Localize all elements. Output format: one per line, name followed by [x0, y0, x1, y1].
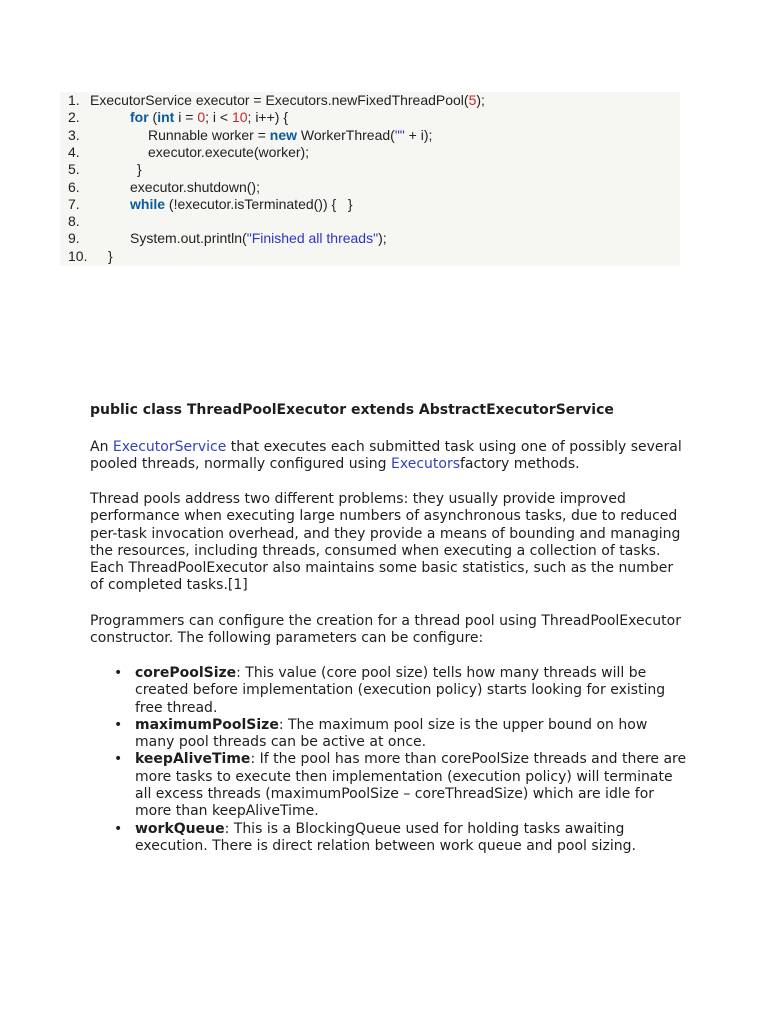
code-token: );: [378, 230, 387, 247]
code-token: ExecutorService executor = Executors.newFixedThreadPool(: [90, 92, 469, 108]
code-token: ; i++) {: [247, 109, 289, 126]
code-line: [60, 161, 680, 178]
parameter-name: corePoolSize: [135, 665, 237, 681]
code-keyword: for: [130, 109, 149, 126]
code-token: Runnable worker =: [148, 126, 270, 143]
configure-text: Programmers can configure the creation for a thread pool using ThreadPoolExecutor constructor. The following parameters can be configure:: [90, 613, 681, 647]
line-number: 9.: [68, 230, 80, 247]
code-keyword: while: [130, 195, 166, 212]
parameter-description: : The maximum pool size is the upper bound on how many pool threads can be active at once.: [135, 716, 648, 751]
code-keyword: new: [269, 126, 298, 143]
code-token: }: [108, 247, 113, 264]
code-number: 10: [231, 109, 248, 126]
code-text: [137, 161, 142, 178]
line-number: 10.: [68, 247, 88, 264]
configure-paragraph: [90, 613, 690, 648]
code-token: System.out.println(: [130, 230, 247, 247]
executorservice-link[interactable]: ExecutorService: [112, 439, 227, 455]
code-token: i =: [174, 109, 198, 126]
code-line: [60, 109, 680, 126]
code-line: [60, 230, 680, 247]
line-number: 3.: [68, 126, 80, 143]
code-line: [60, 213, 680, 230]
line-number: 4.: [68, 143, 80, 160]
intro-text-1: An: [90, 439, 113, 455]
line-number: 8.: [68, 213, 80, 230]
intro-text-3: factory methods.: [460, 456, 580, 473]
line-number: 2.: [68, 109, 80, 126]
code-text: [130, 230, 387, 247]
parameter-name: maximumPoolSize: [135, 716, 279, 733]
parameter-item: [90, 665, 690, 717]
code-token: );: [476, 92, 485, 108]
code-token: WorkerThread(: [297, 126, 395, 143]
code-text: [130, 109, 288, 126]
code-line: [60, 127, 680, 144]
code-string: "": [394, 126, 405, 143]
code-text: [130, 196, 353, 213]
code-text: [108, 248, 113, 265]
intro-paragraph: [90, 439, 690, 474]
thread-pools-paragraph: [90, 491, 690, 595]
code-block: [60, 92, 680, 266]
bullet-icon: •: [114, 751, 123, 768]
code-number: 5: [468, 92, 477, 108]
code-token: executor.shutdown();: [130, 178, 260, 195]
parameter-description: : This is a BlockingQueue used for holding tasks awaiting execution. There is direct relation between work queue and pool sizing.: [135, 820, 636, 854]
parameter-list: [90, 665, 690, 855]
code-text: [90, 92, 485, 109]
intro-text-2: that executes each submitted task using one of possibly several pooled threads, normally configured using: [90, 439, 682, 473]
line-number: 1.: [68, 92, 80, 108]
code-text: [148, 127, 432, 144]
class-heading: [90, 402, 690, 419]
code-text: [148, 144, 309, 161]
code-token: (!executor.isTerminated()) { }: [165, 195, 353, 212]
code-string: "Finished all threads": [246, 230, 379, 247]
bullet-icon: •: [114, 665, 123, 681]
line-number: 5.: [68, 161, 80, 178]
line-number: 6.: [68, 178, 80, 195]
thread-pools-text: Thread pools address two different problems: they usually provide improved performance when executing large numbers of asynchronous tasks, due to reduced per-task invocation overhead, and they provide a means of bounding and managing the resources, including threads, consumed when executing a collection of tasks. Each ThreadPoolExecutor also maintains some basic statistics, such as the number of completed tasks.[1]: [90, 491, 681, 594]
class-signature: public class ThreadPoolExecutor extends AbstractExecutorService: [90, 402, 614, 418]
parameter-description: : This value (core pool size) tells how many threads will be created before implementation (execution policy) starts looking for existing free thread.: [135, 665, 666, 716]
bullet-icon: •: [114, 820, 123, 837]
code-line: [60, 248, 680, 265]
code-token: }: [137, 161, 142, 178]
code-token: executor.execute(worker);: [148, 143, 310, 160]
parameter-item: [90, 717, 690, 752]
parameter-name: keepAliveTime: [135, 751, 251, 768]
executors-link[interactable]: Executors: [391, 456, 460, 473]
parameter-item: [90, 751, 690, 820]
bullet-icon: •: [114, 716, 123, 733]
code-line: [60, 92, 680, 109]
code-line: [60, 196, 680, 213]
parameter-item: [90, 821, 690, 856]
code-number: 0: [197, 109, 206, 126]
code-keyword: int: [157, 109, 175, 126]
code-line: [60, 179, 680, 196]
code-line: [60, 144, 680, 161]
code-token: (: [148, 109, 158, 126]
parameter-name: workQueue: [135, 820, 225, 837]
code-token: + i);: [404, 126, 433, 143]
line-number: 7.: [68, 195, 80, 212]
code-token: ; i <: [205, 109, 232, 126]
code-text: [130, 179, 260, 196]
parameter-description: : If the pool has more than corePoolSize threads and there are more tasks to execute then implementation (execution policy) will terminate all excess threads (maximumPoolSize – coreThreadSize) which are idle for more than keepAliveTime.: [135, 751, 687, 820]
